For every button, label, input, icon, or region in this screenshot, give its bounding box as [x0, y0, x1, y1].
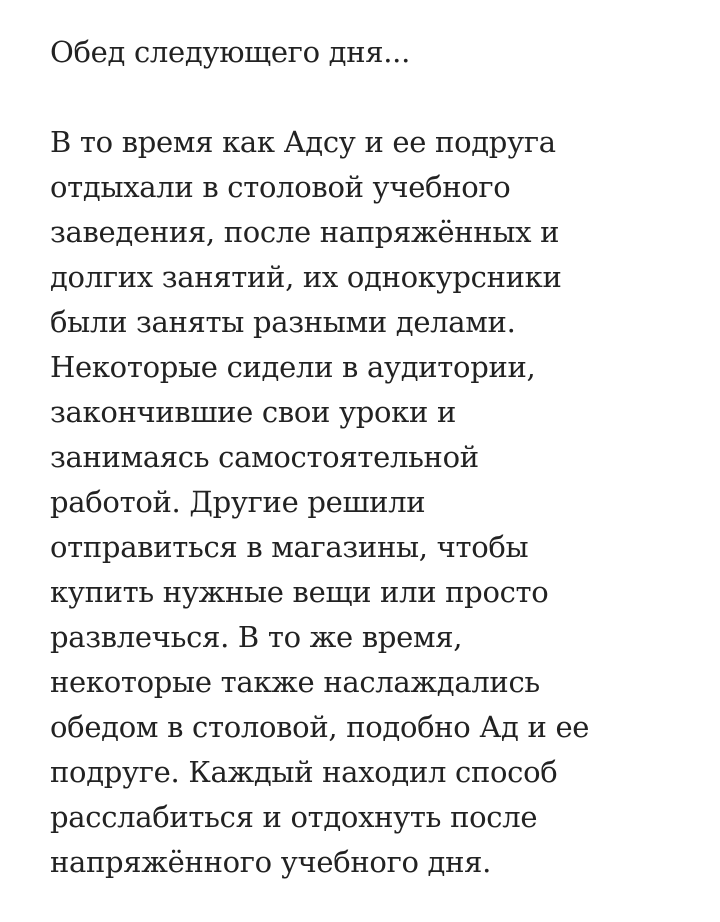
text-line: напряжённого учебного дня.: [50, 845, 492, 879]
text-line: занимаясь самостоятельной: [50, 440, 479, 474]
text-line: В то время как Адсу и ее подруга: [50, 125, 556, 159]
text-line: подруге. Каждый находил способ: [50, 755, 558, 789]
story-text: [50, 30, 690, 885]
text-line: работой. Другие решили: [50, 485, 426, 519]
text-line: обедом в столовой, подобно Ад и ее: [50, 710, 590, 744]
text-line: отдыхали в столовой учебного: [50, 170, 511, 204]
text-line: долгих занятий, их однокурсники: [50, 260, 562, 294]
text-line: отправиться в магазины, чтобы: [50, 530, 529, 564]
text-line: закончившие свои уроки и: [50, 395, 456, 429]
text-line: заведения, после напряжённых и: [50, 215, 560, 249]
text-line: развлечься. В то же время,: [50, 620, 463, 654]
text-line: купить нужные вещи или просто: [50, 575, 549, 609]
title-line: Обед следующего дня...: [50, 35, 410, 69]
text-line: некоторые также наслаждались: [50, 665, 540, 699]
text-line: расслабиться и отдохнуть после: [50, 800, 538, 834]
text-line: Некоторые сидели в аудитории,: [50, 350, 536, 384]
text-line: были заняты разными делами.: [50, 305, 516, 339]
paragraph-spacer: [50, 75, 690, 120]
